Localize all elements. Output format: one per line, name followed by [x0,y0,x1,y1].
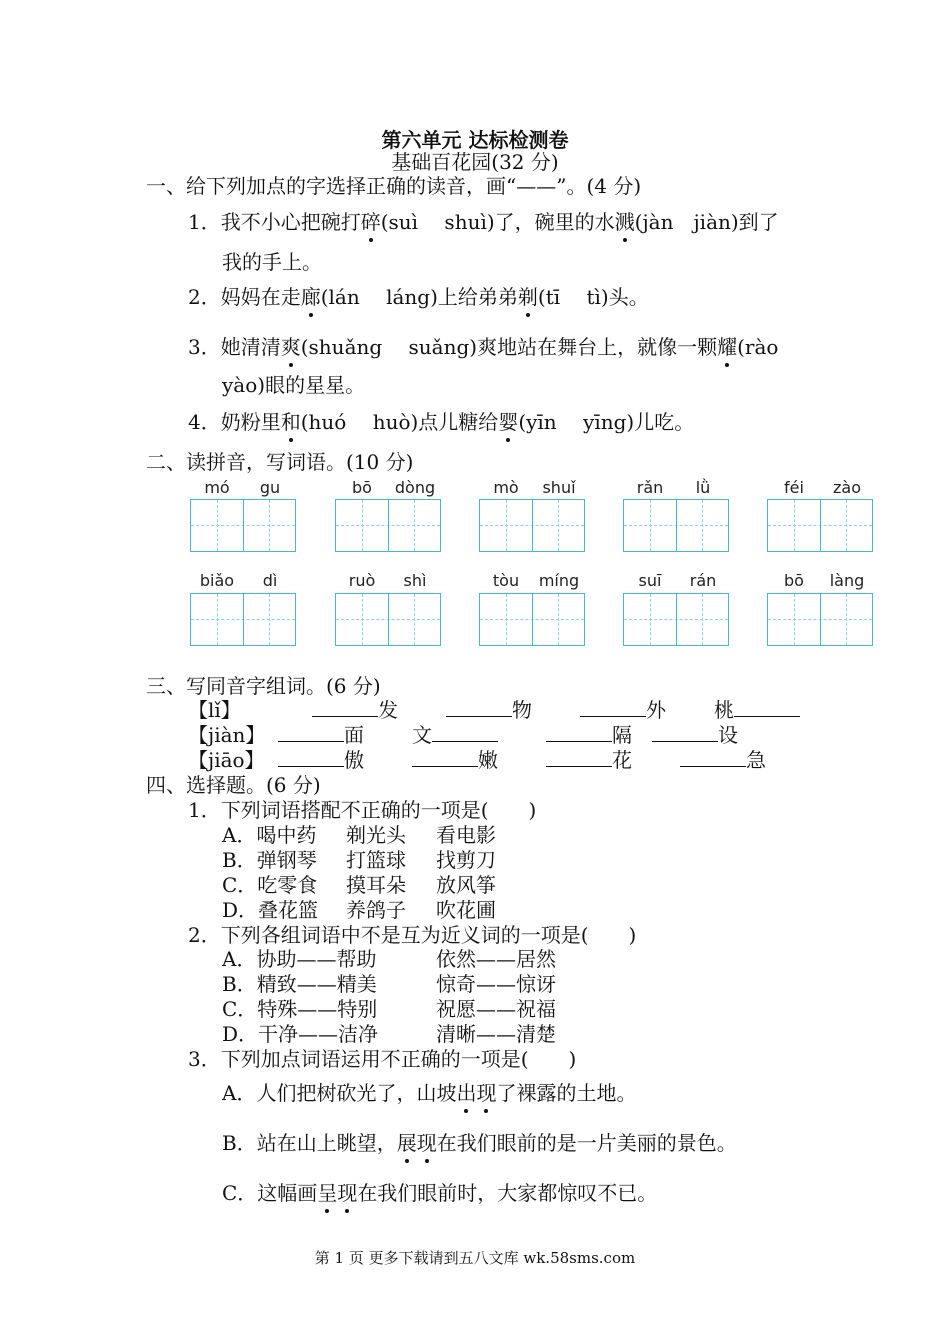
q1-item-1-text-c: (jàn jiàn)到了 [634,210,779,234]
q1-item-4-text-a: 4．奶粉里 [188,410,281,434]
pinyin-syllable: bō [352,478,372,497]
option-word: 放风筝 [436,873,496,897]
answer-blank[interactable] [446,698,512,717]
q3-label [188,748,265,772]
q1-item-4-dotted-1: 和 [280,410,301,434]
q1-item-3-text-c: (rào [737,335,779,359]
homophone-word: 物 [512,698,532,722]
option-pair: A．协助——帮助 [222,947,377,971]
q3-cell-4 [714,698,800,722]
q4-s3-option-c [222,1181,657,1205]
page-subtitle: 基础百花园(32 分) [391,150,559,174]
q1-item-1-dotted-1: 碎 [360,210,381,234]
q3-cell-1 [278,723,364,747]
option-a-text-end: 了裸露的土地。 [496,1081,637,1105]
page-title: 第六单元 达标检测卷 [381,128,569,152]
q1-item-4-text-b: (huó huò)点儿糖给 [300,410,499,434]
q1-item-1 [188,210,779,234]
writing-grid[interactable] [767,499,873,552]
page-footer: 第 1 页 更多下载请到五八文库 wk.58sms.com [314,1249,636,1267]
option-a-text: A．人们把树砍光了，山坡 [222,1081,457,1105]
option-pair: 惊奇——惊讶 [436,972,556,996]
q4-s3-option-b [222,1131,737,1155]
writing-grid[interactable] [623,499,729,552]
option-c-text-end: 在我们眼前时，大家都惊叹不已。 [357,1181,658,1205]
q1-item-2-text-b: (lán láng)上给弟弟 [320,285,518,309]
pinyin-syllable: lǜ [695,478,711,497]
q1-item-3-dotted-1: 爽 [280,335,301,359]
answer-blank[interactable] [278,748,344,767]
pinyin-syllable: shì [403,571,427,590]
homophone-word: 急 [746,748,766,772]
writing-grid[interactable] [190,593,296,646]
writing-grid[interactable] [479,499,585,552]
q1-item-1-text-a: 1．我不小心把碗打 [188,210,361,234]
homophone-word: 桃 [714,698,734,722]
answer-blank[interactable] [312,698,378,717]
pinyin-syllable: tòu [492,571,520,590]
pinyin-label: 【jiāo】 [188,748,265,772]
answer-blank[interactable] [652,723,718,742]
option-b-text-end: 在我们眼前的是一片美丽的景色。 [436,1131,737,1155]
q1-item-3-line2: yào)眼的星星。 [222,373,366,397]
pinyin-syllable: míng [538,571,580,590]
q1-item-1-line2: 我的手上。 [222,250,322,274]
homophone-word: 花 [612,748,632,772]
q3-heading: 三、写同音字组词。(6 分) [146,674,381,698]
q1-item-2-text-a: 2．妈妈在走 [188,285,301,309]
q4-s3-stem: 3．下列加点词语运用不正确的一项是( ) [188,1047,577,1071]
q1-item-2-dotted-1: 廊 [300,285,321,309]
q3-cell-3 [546,748,632,772]
q1-item-4 [188,410,694,434]
writing-grid[interactable] [335,499,441,552]
option-pair: B．精致——精美 [222,972,377,996]
writing-grid[interactable] [623,593,729,646]
option-word: B．弹钢琴 [222,848,317,872]
option-b-dotted-2: 现 [416,1131,437,1155]
pinyin-label: 【lǐ】 [188,698,241,722]
q4-heading: 四、选择题。(6 分) [146,773,321,797]
homophone-word: 文 [412,723,432,747]
pinyin-syllable: zào [833,478,861,497]
pinyin-syllable: gu [259,478,281,497]
q1-item-1-text-b: (suì shuì)了，碗里的水 [380,210,615,234]
writing-grid[interactable] [335,593,441,646]
pinyin-syllable: làng [829,571,865,590]
q3-cell-3 [546,723,632,747]
option-pair: D．干净——洁净 [222,1022,379,1046]
homophone-word: 外 [646,698,666,722]
homophone-word: 隔 [612,723,632,747]
pinyin-syllable: biǎo [199,571,235,590]
q1-item-2 [188,285,649,309]
q4-s1-stem: 1．下列词语搭配不正确的一项是( ) [188,798,537,822]
pinyin-label: 【jiàn】 [188,723,266,747]
q3-cell-3 [580,698,666,722]
q1-item-1-dotted-2: 溅 [614,210,635,234]
option-word: 吹花圃 [436,898,496,922]
option-word: A．喝中药 [222,823,317,847]
pinyin-syllable: dòng [394,478,436,497]
pinyin-syllable: dì [262,571,278,590]
pinyin-syllable: ruò [348,571,376,590]
q3-label [188,698,241,722]
q1-item-3-text-b: (shuǎng suǎng)爽地站在舞台上，就像一颗 [300,335,718,359]
pinyin-syllable: mó [204,478,230,497]
q1-item-3-dotted-2: 耀 [717,335,738,359]
answer-blank[interactable] [680,748,746,767]
answer-blank[interactable] [580,698,646,717]
answer-blank[interactable] [432,723,498,742]
pinyin-syllable: suī [638,571,662,590]
writing-grid[interactable] [479,593,585,646]
option-c-text: C．这幅画 [222,1181,318,1205]
q1-item-3 [188,335,778,359]
q3-label [188,723,265,747]
option-pair: C．特殊——特别 [222,997,378,1021]
answer-blank[interactable] [546,723,612,742]
option-pair: 依然——居然 [436,947,556,971]
writing-grid[interactable] [190,499,296,552]
q4-s3-option-a [222,1081,636,1105]
writing-grid[interactable] [767,593,873,646]
homophone-word: 发 [378,698,398,722]
answer-blank[interactable] [734,698,800,717]
option-a-dotted-2: 现 [476,1081,497,1105]
q1-item-4-dotted-2: 婴 [498,410,519,434]
option-b-text: B．站在山上眺望， [222,1131,397,1155]
option-word: 养鸽子 [346,898,406,922]
q3-cell-2 [412,748,498,772]
option-b-dotted-1: 展 [396,1131,417,1155]
pinyin-syllable: féi [784,478,804,497]
q1-item-4-text-c: (yīn yīng)儿吃。 [518,410,695,434]
pinyin-syllable: mò [493,478,519,497]
homophone-word: 傲 [344,748,364,772]
q3-cell-4 [680,748,766,772]
option-word: D．叠花篮 [222,898,319,922]
q1-item-2-text-c: (tī tì)头。 [537,285,649,309]
option-pair: 祝愿——祝福 [436,997,556,1021]
q1-item-2-dotted-2: 剃 [517,285,538,309]
option-word: C．吃零食 [222,873,318,897]
homophone-word: 面 [344,723,364,747]
homophone-word: 嫩 [478,748,498,772]
option-c-dotted-2: 现 [337,1181,358,1205]
option-word: 剃光头 [346,823,406,847]
q4-s2-stem: 2．下列各组词语中不是互为近义词的一项是( ) [188,923,637,947]
option-word: 打篮球 [346,848,406,872]
pinyin-syllable: rǎn [636,478,664,497]
answer-blank[interactable] [412,748,478,767]
option-a-dotted-1: 出 [456,1081,477,1105]
q3-cell-2 [412,723,498,747]
option-word: 摸耳朵 [346,873,406,897]
homophone-word: 设 [718,723,738,747]
option-pair: 清晰——清楚 [436,1022,556,1046]
answer-blank[interactable] [278,723,344,742]
pinyin-syllable: bō [784,571,804,590]
q2-heading: 二、读拼音，写词语。(10 分) [146,450,414,474]
pinyin-syllable: shuǐ [542,478,576,497]
answer-blank[interactable] [546,748,612,767]
option-word: 找剪刀 [436,848,496,872]
q1-item-3-text-a: 3．她清清 [188,335,281,359]
q3-cell-1 [278,748,364,772]
q3-cell-4 [652,723,738,747]
q3-cell-2 [446,698,532,722]
option-word: 看电影 [436,823,496,847]
option-c-dotted-1: 呈 [317,1181,338,1205]
pinyin-syllable: rán [689,571,717,590]
q1-heading: 一、给下列加点的字选择正确的读音，画“——”。(4 分) [146,174,642,198]
q3-cell-1 [312,698,398,722]
